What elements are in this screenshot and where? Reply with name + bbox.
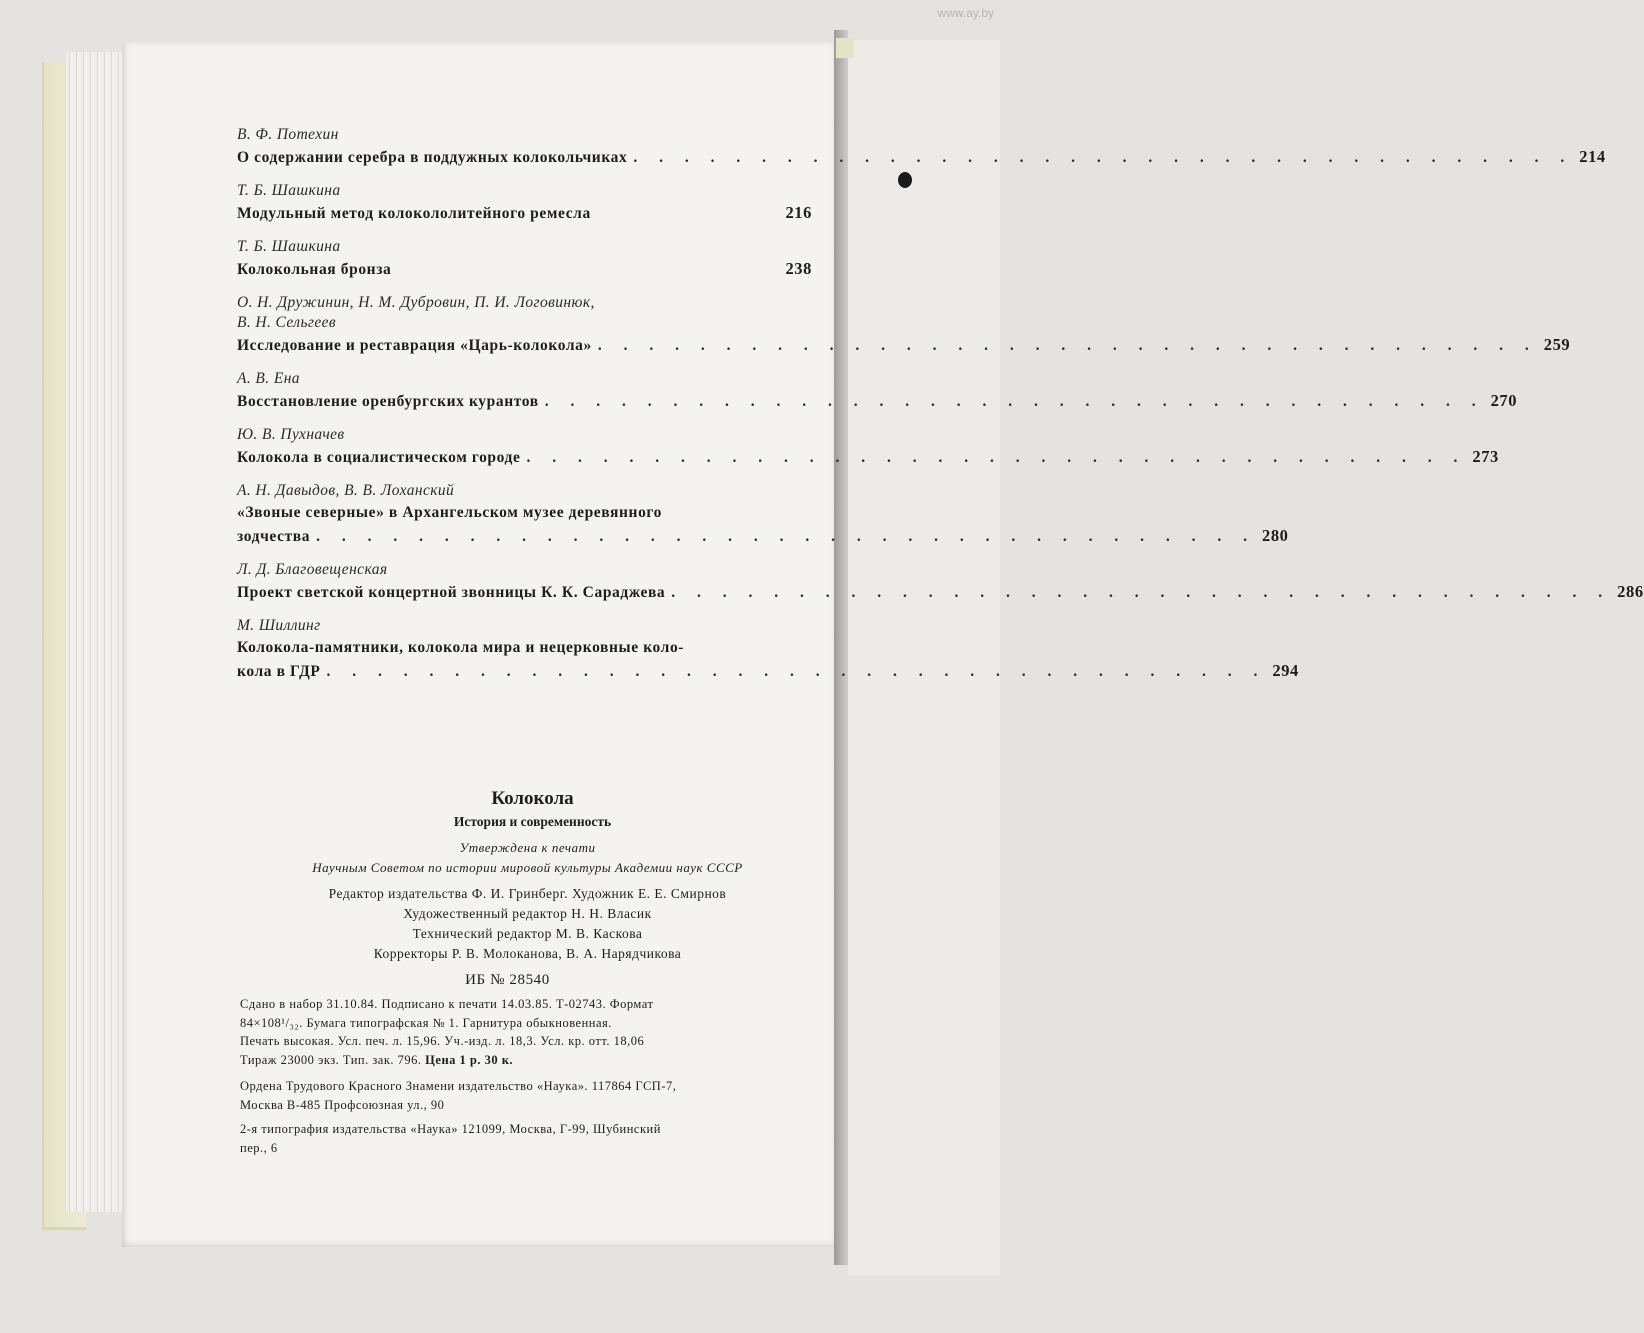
toc-title-line <box>237 145 1606 169</box>
toc-title: Восстановление оренбургских курантов <box>237 393 539 410</box>
toc-leaders: . . . . . . . . . . . . . . . . . . . . . . . . . . . . . . . . . . . . . <box>597 337 1538 354</box>
toc-title: кола в ГДР <box>237 663 321 680</box>
printer-line: 2-я типография издательства «Наука» 121099, Москва, Г-99, Шубинский <box>240 1122 661 1136</box>
watermark: www.ay.by <box>937 6 994 20</box>
toc-entry <box>237 237 812 281</box>
toc-title-line <box>237 333 1571 357</box>
toc-title: Исследование и реставрация «Царь-колокола» <box>237 337 592 354</box>
toc-author: Т. Б. Шашкина <box>237 238 341 255</box>
imprint-block <box>240 788 815 1157</box>
toc-author: А. В. Ена <box>237 370 300 387</box>
toc-title: зодчества <box>237 528 311 545</box>
toc-title: Проект светской концертной звонницы К. К. Сараджева <box>237 584 666 601</box>
toc-title-line <box>237 201 812 225</box>
toc-leaders: . . . . . . . . . . . . . . . . . . . . . . . . . . . . . . . . . . . . . <box>316 528 1256 545</box>
circulation: Тираж 23000 экз. Тип. зак. 796. <box>240 1052 422 1067</box>
toc-leaders: . . . . . . . . . . . . . . . . . . . . . . . . . . . . . . . . . . . . . <box>633 149 1574 166</box>
toc-leaders: . . . . . . . . . . . . . . . . . . . . . . . . . . . . . . . . . . . . . <box>326 663 1267 680</box>
price: Цена 1 р. 30 к. <box>425 1052 514 1067</box>
toc-title: О содержании серебра в поддужных колокольчиках <box>237 149 628 166</box>
toc-title-line <box>237 257 812 281</box>
toc-page-number: 214 <box>1579 147 1606 166</box>
toc-title-line <box>237 389 1518 413</box>
toc-title-first-line: «Звоные северные» в Архангельском музее деревянного <box>237 504 663 521</box>
toc-author: Ю. В. Пухначев <box>237 426 345 443</box>
toc-entry <box>237 125 1606 169</box>
toc-title: Колокола в социалистическом городе <box>237 449 521 466</box>
toc-page-number: 294 <box>1272 661 1299 680</box>
toc-entry <box>237 481 1289 548</box>
toc-page-number: 216 <box>785 203 812 222</box>
toc-page-number: 238 <box>785 259 812 278</box>
toc-entry <box>237 616 1299 683</box>
detail-line: Сдано в набор 31.10.84. Подписано к печати 14.03.85. Т-02743. Формат <box>240 997 654 1011</box>
toc-entry <box>237 369 1518 413</box>
printer-line: пер., 6 <box>240 1140 278 1155</box>
toc-author: М. Шиллинг <box>237 617 321 634</box>
book-title: Колокола <box>491 788 574 809</box>
staff-line: Редактор издательства Ф. И. Гринберг. Художник Е. Е. Смирнов <box>328 886 727 901</box>
detail-line <box>240 1051 815 1070</box>
toc-title-first-line: Колокола-памятники, колокола мира и нецерковные коло- <box>237 639 685 656</box>
toc-title-line <box>237 445 1499 469</box>
toc-author: Л. Д. Благовещенская <box>237 561 388 578</box>
toc-leaders: . . . . . . . . . . . . . . . . . . . . . . . . . . . . . . . . . . . . . <box>544 393 1485 410</box>
staff-line: Корректоры Р. В. Молоканова, В. А. Нарядчикова <box>373 946 682 961</box>
toc-leaders: . . . . . . . . . . . . . . . . . . . . . . . . . . . . . . . . . . . . . <box>526 449 1467 466</box>
toc-title-line <box>237 524 1289 548</box>
toc-title-line <box>237 580 1644 604</box>
toc-title: Колокольная бронза <box>237 261 392 278</box>
toc-page-number: 286 <box>1617 582 1644 601</box>
detail-line: 84×108¹/₃₂. Бумага типографская № 1. Гарнитура обыкновенная. <box>240 1015 612 1030</box>
staff-line: Технический редактор М. В. Каскова <box>412 926 643 941</box>
printer-info <box>240 1120 815 1157</box>
staff-credits <box>240 884 815 964</box>
toc-author: А. Н. Давыдов, В. В. Лоханский <box>237 482 455 499</box>
toc-author: О. Н. Дружинин, Н. М. Дубровин, П. И. Логовинюк, <box>237 294 595 311</box>
toc-title: Модульный метод колокололитейного ремесла <box>237 205 591 222</box>
toc-author-continued: В. Н. Сельгеев <box>237 314 337 331</box>
book-subtitle: История и современность <box>453 814 612 829</box>
approval-line: Утверждена к печати <box>459 840 596 855</box>
toc-title-line <box>237 659 1299 683</box>
toc-entry <box>237 425 1499 469</box>
facing-page <box>848 40 1000 1275</box>
toc-entry <box>237 181 812 225</box>
table-of-contents <box>237 125 1644 693</box>
ib-number: ИБ № 28540 <box>465 972 550 988</box>
toc-entry <box>237 293 1571 357</box>
spine-top <box>836 38 854 58</box>
publisher-line: Москва В-485 Профсоюзная ул., 90 <box>240 1097 445 1112</box>
toc-author: Т. Б. Шашкина <box>237 182 341 199</box>
detail-line: Печать высокая. Усл. печ. л. 15,96. Уч.-изд. л. 18,3. Усл. кр. отт. 18,06 <box>240 1034 645 1048</box>
toc-leaders: . . . . . . . . . . . . . . . . . . . . . . . . . . . . . . . . . . . . . <box>671 584 1612 601</box>
toc-author: В. Ф. Потехин <box>237 126 339 143</box>
toc-page-number: 270 <box>1490 391 1518 410</box>
toc-entry <box>237 560 1644 604</box>
toc-page-number: 280 <box>1261 526 1289 545</box>
council-line: Научным Советом по истории мировой культуры Академии наук СССР <box>312 860 743 875</box>
print-details <box>240 995 815 1069</box>
publisher-line: Ордена Трудового Красного Знамени издательство «Наука». 117864 ГСП-7, <box>240 1079 677 1093</box>
staff-line: Художественный редактор Н. Н. Власик <box>403 906 652 921</box>
toc-page-number: 259 <box>1543 335 1571 354</box>
publisher-info <box>240 1077 815 1114</box>
book-gutter <box>834 30 848 1265</box>
ink-spot <box>898 172 912 188</box>
toc-page-number: 273 <box>1472 447 1499 466</box>
